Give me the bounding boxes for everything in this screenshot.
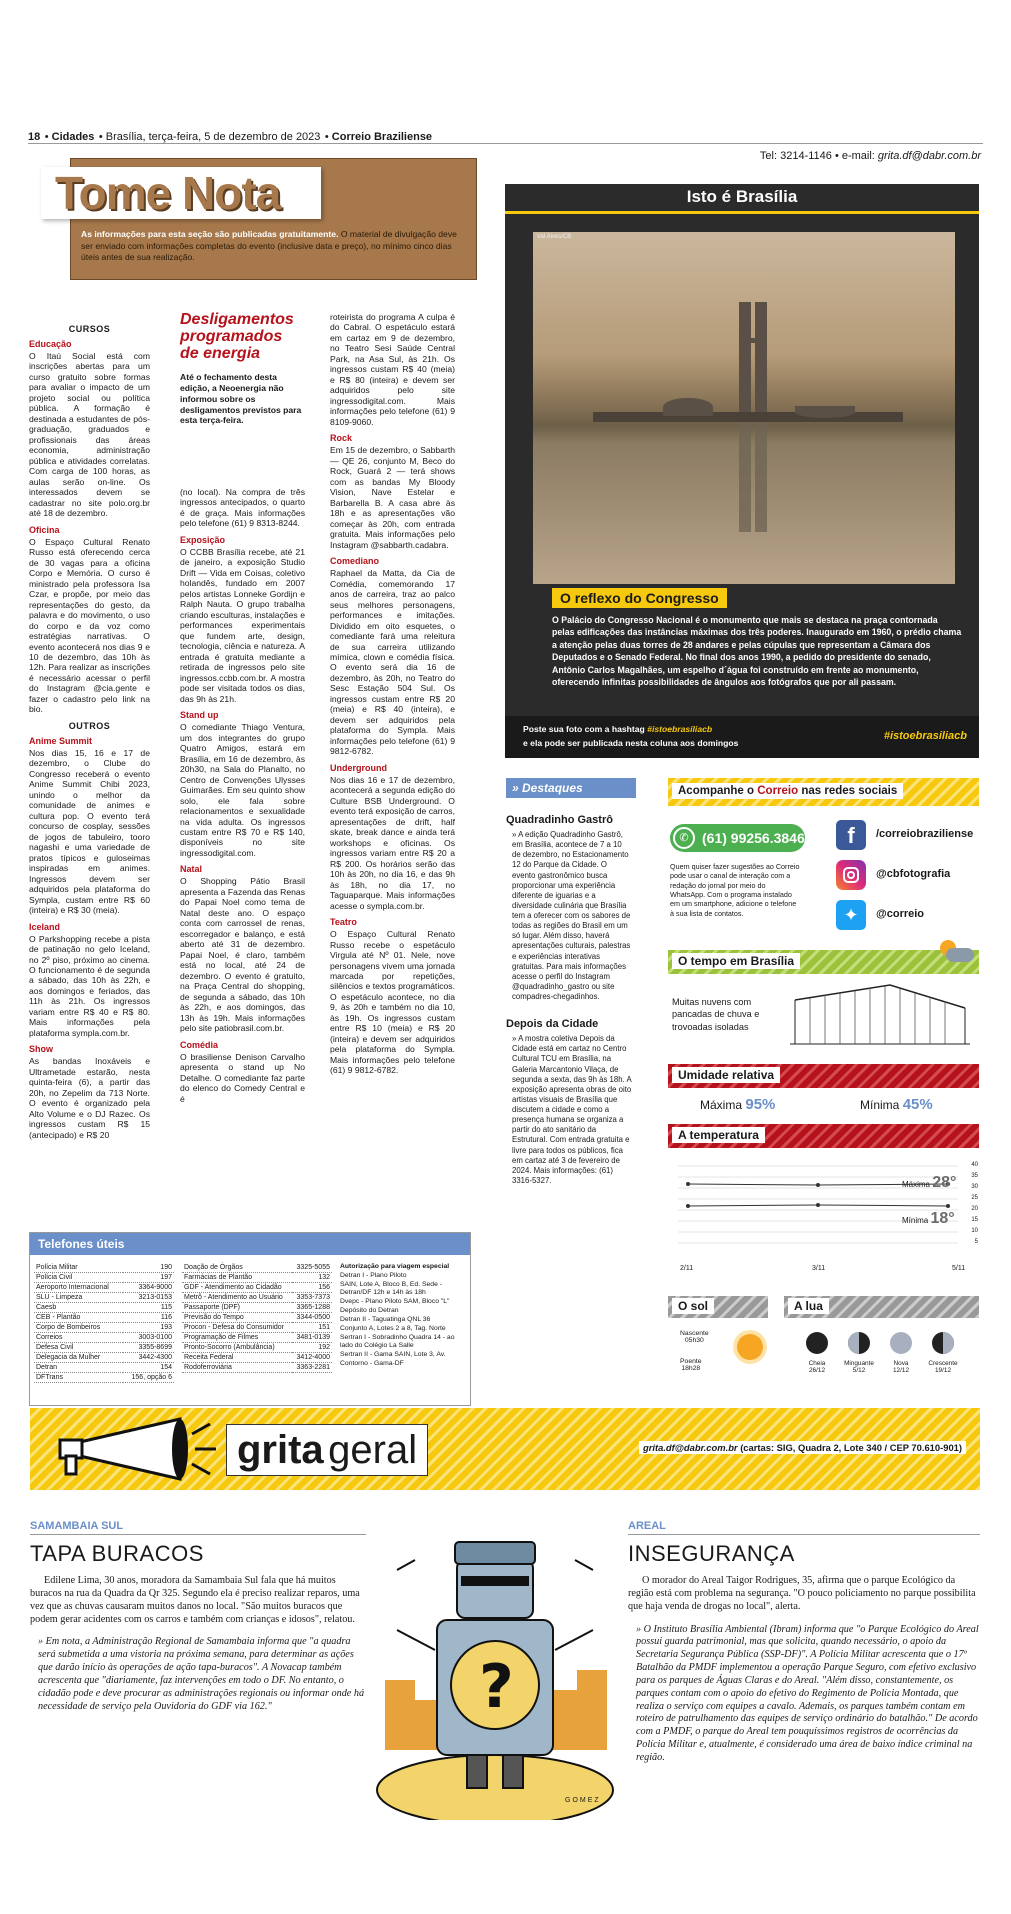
outros-item-text: Nos dias 15, 16 e 17 de dezembro, o Clube do Congresso receberá o evento Anime Summit Chibi 2023, unindo o melhor da comunidade de animes e cultura pop. O evento terá concurso de cosplay, sessões de jogos de tabuleiro, tooro nagashi e uma variedade de pratos típicos e guloseimas inspiradas em animes. Ingressos devem ser adquiridos pela plataforma do Sympla, custam entre R$ 60 (inteira) e R$ 30 (meia).	[29, 747, 150, 916]
telefone-name: Pronto-Socorro (Ambulância)	[182, 1343, 292, 1353]
telefone-row	[182, 1293, 332, 1303]
areal-article	[628, 1520, 980, 1765]
moon-waning-icon	[848, 1332, 870, 1354]
telefone-row	[34, 1303, 174, 1313]
tome-nota-intro-bold: As informações para esta seção são publicadas gratuitamente.	[81, 229, 339, 239]
destaque-text: » A mostra coletiva Depois da Cidade está em cartaz no Centro Cultural TCU em Brasília, na Galeria Marcantonio Vilaça, de segunda a sexta, das 9h às 18h. A exposição apresenta obras de oito artistas visuais de Brasília que discutem a cidade e como a presença humana se organiza a partir do ato sanitário da Estrutural. Com entrada gratuita e livre para todos os públicos, fica em cartaz até 3 de fevereiro de 2024. Mais informações: (61) 3316-5327.	[512, 1034, 632, 1185]
congress-tower-left	[739, 302, 751, 420]
umidade-min: Mínima 45%	[860, 1096, 933, 1113]
telefone-number: 193	[123, 1323, 174, 1333]
telefone-name: CEB - Plantão	[34, 1313, 123, 1323]
col2-item-title: Comédia	[180, 1039, 219, 1050]
lua-title: A lua	[788, 1298, 829, 1314]
telefone-row	[182, 1303, 332, 1313]
whatsapp-number: (61) 99256.3846	[702, 830, 805, 846]
moon-full-icon	[806, 1332, 828, 1354]
grita-word: grita	[237, 1428, 324, 1472]
telefone-name: Defesa Civil	[34, 1343, 123, 1353]
temp-date: 2/11	[680, 1265, 694, 1272]
telefone-row	[34, 1313, 174, 1323]
outros-heading: OUTROS	[68, 720, 111, 731]
section-name: Cidades	[51, 131, 95, 143]
areal-reply: » O Instituto Brasília Ambiental (Ibram) informa que "o Parque Ecológico do Areal possui guarda patrimonial, mas que solicita, quando necessário, o apoio da Secretaria Segurança Pública (SSP-DF)". A Polícia Militar acrescenta que o 17º Batalhão da PMDF implementou a operação Parque Seguro, com efetivo exclusivo para os parques de Águas Claras e do Areal. "Além disso, constantemente, os parques contam com o apoio do efetivo do Regimento de Polícia Montada, que realiza o serviço com equipes a cavalo. Ademais, os parques também contam em roteiro de patrulhamento das equipes de serviço ordinário do batalhão." De acordo com a PMDF, o parque do Areal tem pouquíssimos registros de ocorrências da Polícia Militar e, atualmente, é considerado uma área de baixo índice criminal na região.	[636, 1623, 979, 1763]
autorizacao-item: Detran II - Taguatinga QNL 36	[340, 1315, 431, 1323]
temperatura-header	[668, 1124, 979, 1148]
telefones-table-1	[34, 1263, 174, 1383]
page-header: 18 • Cidades • Brasília, terça-feira, 5 de dezembro de 2023 • Correio Braziliense	[28, 127, 983, 144]
samambaia-article	[30, 1520, 366, 1713]
cloud-sun-icon	[940, 940, 976, 964]
telefone-number: 192	[292, 1343, 332, 1353]
grita-contact	[639, 1441, 966, 1454]
telefone-row	[182, 1313, 332, 1323]
photo-caption-title: O reflexo do Congresso	[552, 588, 727, 608]
autorizacao-item: Dvepc - Plano Piloto SAM, Bloco "L" Depósito do Detran	[340, 1298, 450, 1315]
lua-header	[784, 1296, 979, 1318]
telefone-row	[182, 1323, 332, 1333]
telefones-col3-list	[340, 1272, 466, 1369]
telefone-number: 3481-0139	[292, 1333, 332, 1343]
telefones-col3-title: Autorização para viagem especial	[340, 1263, 450, 1270]
grita-geral-banner	[30, 1408, 980, 1490]
col3-item-text: O Espaço Cultural Renato Russo recebe o espetáculo Virgula até Nº 01. Nele, nove personagens vivem uma jornada marcada por repetições, silêncios e textos programáticos. O espetáculo acontece, no dia 9, às 20h e também no dia 10, às 19h. Os ingressos custam entre R$ 10 (meia) e R$ 20 (inteira) e devem ser adquiridos pela plataforma do Sympla. Mais informações pelo telefone (61) 9 9812-6782.	[330, 929, 455, 1076]
tome-nota-header	[55, 158, 477, 280]
telefone-row	[34, 1323, 174, 1333]
cursos-item-text: O Itaú Social está com inscrições abertas para um curso gratuito sobre formas para avaliar o impacto de um projeto social ou política pública. A formação é destinada a estudantes de pós-graduação, graduados e profissionais das áreas economia, administração pública e atividades correlatas. Com carga de 100 horas, as aulas serão on-line. Os interessados devem se cadastrar no site polo.org.br até 18 de dezembro.	[29, 350, 150, 519]
illustration-signature: GOMEZ	[565, 1797, 601, 1804]
tome-nota-title-card	[41, 167, 321, 219]
cursos-item-text: O Espaço Cultural Renato Russo está oferecendo cerca de 30 vagas para a oficina Corpo e Memória. O curso é ministrado pela professora Isa Czar, e propõe, por meio das representações do gesto, da palavra e do movimento, o uso do corpo e da voz como estratégias narrativas. O evento acontecerá nos dias 9 e 10 de dezembro, das 10h às 12h. Para realizar as inscrições é necessário acessar o perfil do Instagram @cia.gente e fazer o cadastro pelo link na bio.	[29, 536, 150, 715]
megaphone-icon	[40, 1414, 220, 1484]
telefone-name: Delegacia da Mulher	[34, 1353, 123, 1363]
sol-header	[668, 1296, 768, 1318]
telefone-name: GDF - Atendimento ao Cidadão	[182, 1283, 292, 1293]
sol-title: O sol	[672, 1298, 714, 1314]
tome-nota-title: Tome Nota	[55, 167, 281, 219]
col3-item-title: Teatro	[330, 917, 357, 928]
telefone-name: Detran	[34, 1363, 123, 1373]
telefone-number: 3353-7373	[292, 1293, 332, 1303]
desligamentos-box	[180, 312, 305, 426]
twitter-icon[interactable]: ✦	[836, 900, 866, 930]
facebook-handle[interactable]: /correiobraziliense	[876, 828, 974, 840]
telefone-row	[34, 1363, 174, 1373]
desligamentos-text: Até o fechamento desta edição, a Neoenergia não informou sobre os desligamentos previstos para esta terça-feira.	[180, 372, 302, 426]
telefone-row	[182, 1333, 332, 1343]
telefone-row	[182, 1343, 332, 1353]
col2-item-text: O CCBB Brasília recebe, até 21 de janeiro, a exposição Studio Drift — Vida em Coisas, coletivo holandês, fundado em 2007 pelos artistas Lonneke Gordijn e Ralph Nauta. O grupo trabalha criando esculturas, instalações e performances experimentais que fundem arte, design, tecnologia, ciência e natureza. A entrada é gratuita mediante a retirada de ingressos pelo site ingressos.ccbb.com.br. A mostra pode ser visitada todos os dias, das 9h às 21h.	[180, 546, 305, 704]
telefone-row	[34, 1283, 174, 1293]
sol-nascente: Nascente 05h30	[680, 1330, 709, 1344]
col3-lead: roteirista do programa A culpa é do Cabral. O espetáculo estará em cartaz em 9 de dezembro, no Teatro Sesi Saúde Central Park, na Asa Sul, às 21h. Os ingressos custam R$ 40 (meia) e R$ 80 (inteira) e devem ser adquiridos pelo site ingressodigital.com. Mais informações pelo telefone (61) 9 8109-9060.	[330, 312, 455, 427]
telefone-name: DFTrans	[34, 1373, 123, 1383]
samambaia-text: Edilene Lima, 30 anos, moradora da Samambaia Sul fala que há muitos buracos na rua da Quadra da Qr 325. Segundo ela é preciso realizar reparos, uma vez que as chuvas causaram muitos danos no local. "São muitos buracos que podem gerar acidentes com os carros e também com crianças e idosos", relatou.	[30, 1575, 360, 1625]
autorizacao-item: SAIN, Lote A, Bloco B, Ed. Sede - Detran/DF 12h e 14h às 18h	[340, 1280, 443, 1297]
column-2	[180, 487, 305, 1110]
column-cursos	[29, 318, 150, 1146]
areal-kicker: AREAL	[628, 1520, 980, 1535]
telefone-row	[182, 1283, 332, 1293]
sun-icon	[737, 1334, 763, 1360]
contact-phone: Tel: 3214-1146 • e-mail:	[759, 150, 875, 162]
destaques-title: » Destaques	[506, 778, 636, 798]
instagram-handle[interactable]: @cbfotografia	[876, 868, 951, 880]
autorizacao-item: Sertran II - Gama SAIN, Lote 3, Av. Contorno - Gama-DF	[340, 1351, 446, 1368]
tempo-title: O tempo em Brasília	[672, 953, 800, 969]
grita-email[interactable]: grita.df@dabr.com.br	[643, 1442, 738, 1453]
col3-item-title: Rock	[330, 433, 353, 444]
page-date: Brasília, terça-feira, 5 de dezembro de 2023	[105, 131, 321, 143]
telefone-name: Correios	[34, 1333, 123, 1343]
moon-label: Cheia 26/12	[808, 1360, 826, 1374]
areal-title: INSEGURANÇA	[628, 1541, 795, 1566]
photo-caption: O Palácio do Congresso Nacional é o monumento que mais se destaca na praça contornada pelas edificações das instâncias máximas dos três poderes. Inaugurado em 1960, o prédio chama a atenção pelas duas torres de 28 andares e pelas cúpulas que representam a Câmara dos Deputados e o Senado Federal. No final dos anos 1990, a pedido do presidente do senado, Antônio Carlos Magalhães, um espelho d´água foi construído em frente ao monumento, oferecendo infinitas possibilidades de ângulos aos fotógrafos que por ali passam.	[552, 615, 962, 688]
telefone-name: Passaporte (DPF)	[182, 1303, 292, 1313]
twitter-handle[interactable]: @correio	[876, 908, 925, 920]
moon-label: Nova 12/12	[893, 1360, 909, 1374]
telefone-number: 3344-0500	[292, 1313, 332, 1323]
desligamentos-title: Desligamentos programados de energia	[180, 311, 294, 362]
col3-item-text: Raphael da Matta, da Cia de Comédia, comemorando 17 anos de carreira, traz ao palco seus melhores personagens, performances e imitações. Dividido em oito esquetes, o comediante fará uma releitura de sua carreira utilizando mímica, clown e comédia física. O evento será dia 16 de dezembro, às 20h, no Teatro do Sesc Estação 504 Sul. Os ingressos custam entre R$ 20 (meia) e R$ 40 (inteira), e devem ser adquiridos pela plataforma do Sympla. Mais informações pelo telefone (61) 9 9812-6782.	[330, 568, 455, 757]
contact-email[interactable]: grita.df@dabr.com.br	[877, 150, 981, 162]
col2-item-title: Natal	[180, 864, 203, 875]
telefone-name: SLU - Limpeza	[34, 1293, 123, 1303]
telefone-number: 3003-0100	[123, 1333, 174, 1343]
autorizacao-item: Detran I - Plano Piloto	[340, 1271, 407, 1279]
samambaia-title: TAPA BURACOS	[30, 1541, 204, 1566]
telefones-title: Telefones úteis	[30, 1233, 470, 1255]
telefone-name: Polícia Civil	[34, 1273, 123, 1283]
tempo-forecast: Muitas nuvens com pancadas de chuva e trovoadas isoladas	[672, 997, 760, 1032]
temp-date: 5/11	[952, 1265, 966, 1272]
column-3	[330, 312, 455, 1082]
telefone-row	[182, 1353, 332, 1363]
whatsapp-icon: ✆	[673, 827, 695, 849]
temperatura-title: A temperatura	[672, 1127, 765, 1143]
moon-waxing-icon	[932, 1332, 954, 1354]
temp-max: Máxima 28°	[902, 1174, 957, 1191]
lua-phases	[800, 1328, 980, 1388]
destaque-text: » A edição Quadradinho Gastrô, em Brasília, acontece de 7 a 10 de dezembro, no Estacionamento 12 do Parque da Cidade. O evento gastronômico busca proporcionar uma experiência diferente de iguarias e a diversidade culinária que Brasília tem a oferecer com os sabores de todas as regiões do Brasil em um só lugar. Além disso, haverá apresentações culturais, palestras e experiências interativas gratuitas. Para mais informações acesse o perfil do Instagram @quadradinho_gastro ou site compadres-chegadinhos.	[512, 830, 631, 1001]
isto-footer	[505, 716, 979, 758]
isto-brasilia-title: Isto é Brasília	[686, 187, 798, 206]
whatsapp-text: Quem quiser fazer sugestões ao Correio pode usar o canal de interação com a redação do jornal por meio do WhatsApp. Com o programa instalado em um smartphone, adicione o telefone à sua lista de contatos.	[670, 862, 800, 918]
telefone-row	[34, 1343, 174, 1353]
isto-brasilia-box	[505, 184, 979, 758]
samambaia-kicker: SAMAMBAIA SUL	[30, 1520, 366, 1535]
telefone-row	[34, 1353, 174, 1363]
instagram-icon[interactable]	[836, 860, 866, 890]
sol-poente: Poente 18h28	[680, 1358, 702, 1372]
telefone-number: 151	[292, 1323, 332, 1333]
telefones-col-3	[340, 1263, 466, 1369]
umidade-header	[668, 1064, 979, 1088]
telefone-number: 3355-8699	[123, 1343, 174, 1353]
destaque-title: Quadradinho Gastrô	[506, 814, 613, 826]
telefone-number: 132	[292, 1273, 332, 1283]
cursos-heading: CURSOS	[68, 324, 111, 334]
cursos-item-title: Oficina	[29, 524, 60, 535]
temp-date: 3/11	[812, 1265, 826, 1272]
tome-nota-intro	[81, 229, 466, 264]
telefone-row	[182, 1273, 332, 1283]
telefone-row	[182, 1263, 332, 1273]
col2-lead: (no local). Na compra de três ingressos antecipados, o quarto é de graça. Mais informações pelo telefone (61) 9 8313-8244.	[180, 487, 305, 529]
redes-header	[668, 778, 979, 806]
svg-text:?: ?	[479, 1652, 514, 1722]
outros-item-text: O Parkshopping recebe a pista de patinação no gelo Iceland, no 2º piso, próximo ao cinema. O funcionamento é de segunda a sábado, das 10h às 22h, e aos domingos e feriados, das 11h às 21h. Os ingressos variam entre R$ 40 e R$ 80. Mais informações pela plataforma sympla.com.br.	[29, 933, 150, 1038]
telefone-row	[34, 1293, 174, 1303]
telefone-row	[182, 1363, 332, 1373]
telefone-name: Polícia Militar	[34, 1263, 123, 1273]
areal-text: O morador do Areal Taigor Rodrigues, 35, afirma que o parque Ecológico da região está com problema na segurança. "O pouco policiamento no parque possibilita que haja venda de drogas no local", alerta.	[628, 1575, 976, 1612]
telefone-name: Corpo de Bombeiros	[34, 1323, 123, 1333]
moon-label: Crescente 19/12	[928, 1360, 958, 1374]
temp-min: Mínima 18°	[902, 1210, 955, 1227]
redes-title: Acompanhe o Correio nas redes sociais	[672, 783, 903, 799]
telefone-number: 115	[123, 1303, 174, 1313]
umidade-max: Máxima 95%	[700, 1096, 776, 1113]
telefone-number: 197	[123, 1273, 174, 1283]
col3-item-title: Comediano	[330, 556, 380, 567]
photo-credit: Val Alves/CB	[537, 234, 572, 240]
destaques-list	[506, 814, 632, 1186]
telefone-number: 156	[292, 1283, 332, 1293]
outros-item-text: As bandas Inoxáveis e Ultrametade estarão, nesta quinta-feira (6), a partir das 20h, no Zepelim da 713 Norte. O evento é organizado pela Alto Volume e o DJ Razec. Os ingressos custam R$ 15 (antecipado) e R$ 20	[29, 1056, 150, 1140]
telefone-number: 3442-4300	[123, 1353, 174, 1363]
telefone-name: Doação de Órgãos	[182, 1263, 292, 1273]
telefone-name: Rodoferroviária	[182, 1363, 292, 1373]
telefone-name: Caesb	[34, 1303, 123, 1313]
congresso-photo	[533, 232, 955, 584]
outros-item-title: Show	[29, 1044, 53, 1055]
col3-item-text: Em 15 de dezembro, o Sabbarth — QE 26, conjunto M, Beco do Rock, Guará 2 — terá shows com as bandas My Bloody Vision, Nave Estelar e Barbarella B. A casa abre às 18h e as apresentações vão começar às 20h, com entrada gratuita. Mais informações pelo Instagram @sabbarth.cadabra.	[330, 445, 455, 550]
whatsapp-button[interactable]	[670, 824, 805, 852]
telefone-name: Receita Federal	[182, 1353, 292, 1363]
telefone-number: 3412-4000	[292, 1353, 332, 1363]
page-number: 18	[28, 131, 41, 143]
contact-line	[760, 150, 981, 162]
col2-item-text: O comediante Thiago Ventura, um dos integrantes do grupo Quatro Amigos, estará em Brasília, em 16 de dezembro, às 20h30, na Sala do Planalto, no Centro de Convenções Ulysses Guimarães. Em seu quinto show solo, ele fala sobre relacionamentos e sexualidade na vida adulta. Os ingressos custam entre R$ 70 e R$ 140, disponíveis no site ingressodigital.com.	[180, 722, 305, 858]
isto-footer-line2: e ela pode ser publicada nesta coluna aos domingos	[523, 738, 739, 748]
moon-new-icon	[890, 1332, 912, 1354]
col2-item-title: Stand up	[180, 710, 219, 721]
telefone-row	[34, 1373, 174, 1383]
isto-footer-line1: Poste sua foto com a hashtag #istoebrasiliacb	[523, 724, 713, 734]
geral-word: geral	[328, 1428, 418, 1472]
outros-item-title: Anime Summit	[29, 735, 93, 746]
telefone-row	[34, 1273, 174, 1283]
telefone-name: Previsão do Tempo	[182, 1313, 292, 1323]
congress-dome	[663, 398, 713, 416]
telefone-name: Metrô - Atendimento ao Usuário	[182, 1293, 292, 1303]
col3-item-title: Underground	[330, 762, 387, 773]
telefone-row	[34, 1333, 174, 1343]
tempo-header	[668, 950, 979, 974]
umidade-title: Umidade relativa	[672, 1067, 780, 1083]
telefones-table-2	[182, 1263, 332, 1373]
telefone-number: 190	[123, 1263, 174, 1273]
telefone-number: 3213-0153	[123, 1293, 174, 1303]
telefone-name: Aeroporto Internacional	[34, 1283, 123, 1293]
outros-item-title: Iceland	[29, 921, 61, 932]
telefone-name: Procon - Defesa do Consumidor	[182, 1323, 292, 1333]
telefone-number: 3363-2281	[292, 1363, 332, 1373]
moon-label: Minguante 5/12	[844, 1360, 874, 1374]
telefone-number: 3325-5055	[292, 1263, 332, 1273]
tome-nota-intro-rest: O material de divulgação deve ser enviado com informações completas do evento (inclusive data e preço), no mínimo cinco dias úteis antes de sua realização.	[81, 229, 457, 263]
congress-bowl	[795, 406, 855, 418]
autorizacao-item: Sertran I - Sobradinho Quadra 14 - ao lado do Colégio La Salle	[340, 1333, 455, 1350]
telefone-number: 3364-9000	[123, 1283, 174, 1293]
facebook-icon[interactable]: f	[836, 820, 866, 850]
cursos-item-title: Educação	[29, 338, 72, 349]
temp-ticks: 40 35 30 25 20 15 10 5	[971, 1162, 978, 1245]
telefone-row	[34, 1263, 174, 1273]
police-illustration	[375, 1520, 615, 1820]
col2-item-text: O Shopping Pátio Brasil apresenta a Fazenda das Renas do Papai Noel como tema de Natal deste ano. O espaço conta com carrossel de renas, escorregador e balanço, e está aberto até 31 de dezembro. Papai Noel, é claro, também está no local, até 24 de dezembro. O evento é gratuito, na Praça Central do shopping, de segunda a sábado, das 10h às 22h, e aos domingos, das 13h às 19h. Mais informações pelo site patiobrasil.com.br.	[180, 876, 305, 1034]
telefones-box	[29, 1232, 471, 1406]
samambaia-reply: » Em nota, a Administração Regional de Samambaia informa que "a quadra será submetida a uma vistoria na próxima semana, para determinar as ações que darão início às operações de ação tapa-buracos". A Novacap também acrescenta que "diariamente, faz intervenções em todo o DF. No entanto, o cidadão pode e deve procurar as administrações regionais ou informar onde há necessidade de serviço pela Ouvidoria do GDF via 162."	[38, 1636, 365, 1712]
telefone-number: 154	[123, 1363, 174, 1373]
telefone-number: 3365-1288	[292, 1303, 332, 1313]
destaque-title: Depois da Cidade	[506, 1018, 599, 1031]
col2-item-text: O brasiliense Denison Carvalho apresenta o stand up No Detalhe. O comediante faz parte do elenco do Comedy Central e é	[180, 1051, 305, 1104]
autorizacao-item: Conjunto A, Lotes 2 a 8, Tag. Norte	[340, 1324, 446, 1332]
telefone-number: 156, opção 6	[123, 1373, 174, 1383]
congress-drawing-icon	[790, 980, 970, 1050]
col3-item-text: Nos dias 16 e 17 de dezembro, acontecerá a segunda edição do Culture BSB Underground. O evento terá exposição de carros, apresentações de drift, half skate, break dance e ainda terá workshops e oficinas. Os ingressos variam entre R$ 20 a R$ 200. Os horários serão das 10h às 20h, no dia 16, e das 9h às 18h, no dia 17, no Taguaparque. Mais informações acesse o sympla.com.br.	[330, 774, 455, 911]
telefone-name: Farmácias de Plantão	[182, 1273, 292, 1283]
grita-geral-logo	[226, 1424, 428, 1476]
telefone-name: Programação de Filmes	[182, 1333, 292, 1343]
isto-hashtag[interactable]: #istoebrasiliacb	[883, 730, 967, 742]
grita-address: (cartas: SIG, Quadra 2, Lote 340 / CEP 70.610-901)	[740, 1442, 962, 1453]
col2-item-title: Exposição	[180, 534, 226, 545]
paper-name: Correio Braziliense	[331, 131, 433, 143]
telefone-number: 116	[123, 1313, 174, 1323]
